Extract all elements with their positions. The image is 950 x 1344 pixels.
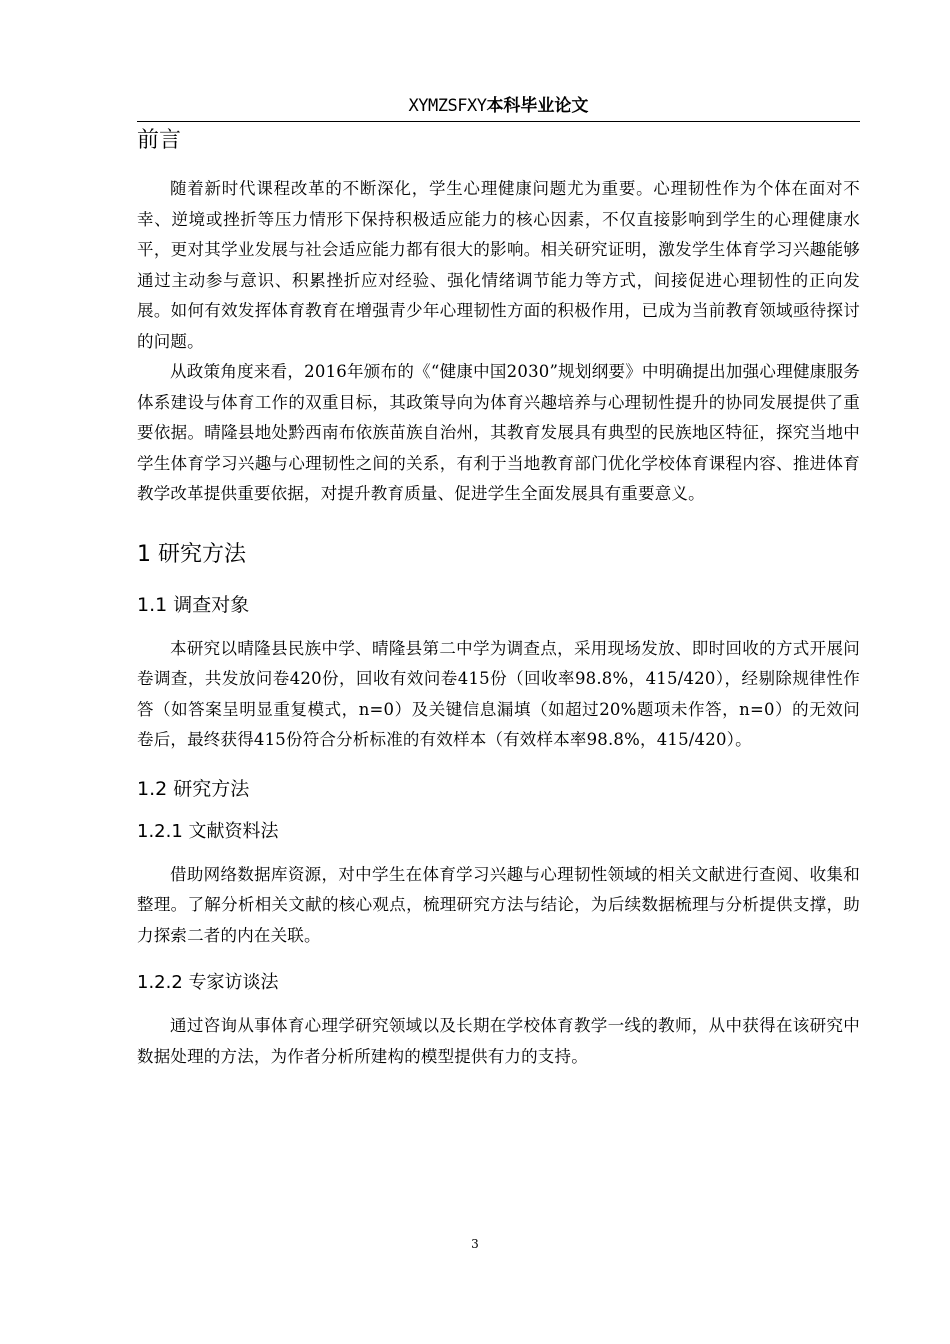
page-header [137, 94, 860, 122]
section-1-1-heading: 1.1 调查对象 [137, 593, 250, 616]
page-number: 3 [471, 1237, 479, 1251]
header-title: 本科毕业论文 [486, 96, 589, 116]
section-1-1-paragraph: 本研究以晴隆县民族中学、晴隆县第二中学为调查点，采用现场发放、即时回收的方式开展问卷调查，共发放问卷420份，回收有效问卷415份（回收率98.8%，415/420），经剔除规律性作答（如答案呈明显重复模式，n=0）及关键信息漏填（如超过20%题项未作答，n=0）的无效问卷后，最终获得415份符合分析标准的有效样本（有效样本率98.8%，415/420）。 [137, 638, 860, 749]
preface-paragraph-2: 从政策角度来看，2016年颁布的《“健康中国2030”规划纲要》中明确提出加强心理健康服务体系建设与体育工作的双重目标，其政策导向为体育兴趣培养与心理韧性提升的协同发展提供了重要依据。晴隆县地处黔西南布依族苗族自治州，其教育发展具有典型的民族地区特征，探究当地中学生体育学习兴趣与心理韧性之间的关系，有利于当地教育部门优化学校体育课程内容、推进体育教学改革提供重要依据，对提升教育质量、促进学生全面发展具有重要意义。 [137, 362, 860, 503]
section-1-2-1-paragraph: 借助网络数据库资源，对中学生在体育学习兴趣与心理韧性领域的相关文献进行查阅、收集和整理。了解分析相关文献的核心观点，梳理研究方法与结论，为后续数据梳理与分析提供支撑，助力探索二者的内在关联。 [137, 864, 860, 945]
preface-paragraph-1: 随着新时代课程改革的不断深化，学生心理健康问题尤为重要。心理韧性作为个体在面对不幸、逆境或挫折等压力情形下保持积极适应能力的核心因素，不仅直接影响到学生的心理健康水平，更对其学业发展与社会适应能力都有很大的影响。相关研究证明，激发学生体育学习兴趣能够通过主动参与意识、积累挫折应对经验、强化情绪调节能力等方式，间接促进心理韧性的正向发展。如何有效发挥体育教育在增强青少年心理韧性方面的积极作用，已成为当前教育领域亟待探讨的问题。 [137, 179, 860, 351]
preface-heading: 前言 [137, 128, 182, 153]
section-1-2-2-paragraph: 通过咨询从事体育心理学研究领域以及长期在学校体育教学一线的教师，从中获得在该研究中数据处理的方法，为作者分析所建构的模型提供有力的支持。 [137, 1016, 860, 1066]
page-body [137, 122, 860, 1072]
section-1-2-1-heading: 1.2.1 文献资料法 [137, 820, 279, 842]
section-1-2-heading: 1.2 研究方法 [137, 777, 250, 800]
section-1-heading: 1 研究方法 [137, 541, 246, 567]
header-code: XYMZSFXY [408, 96, 487, 116]
section-1-2-2-heading: 1.2.2 专家访谈法 [137, 972, 279, 993]
